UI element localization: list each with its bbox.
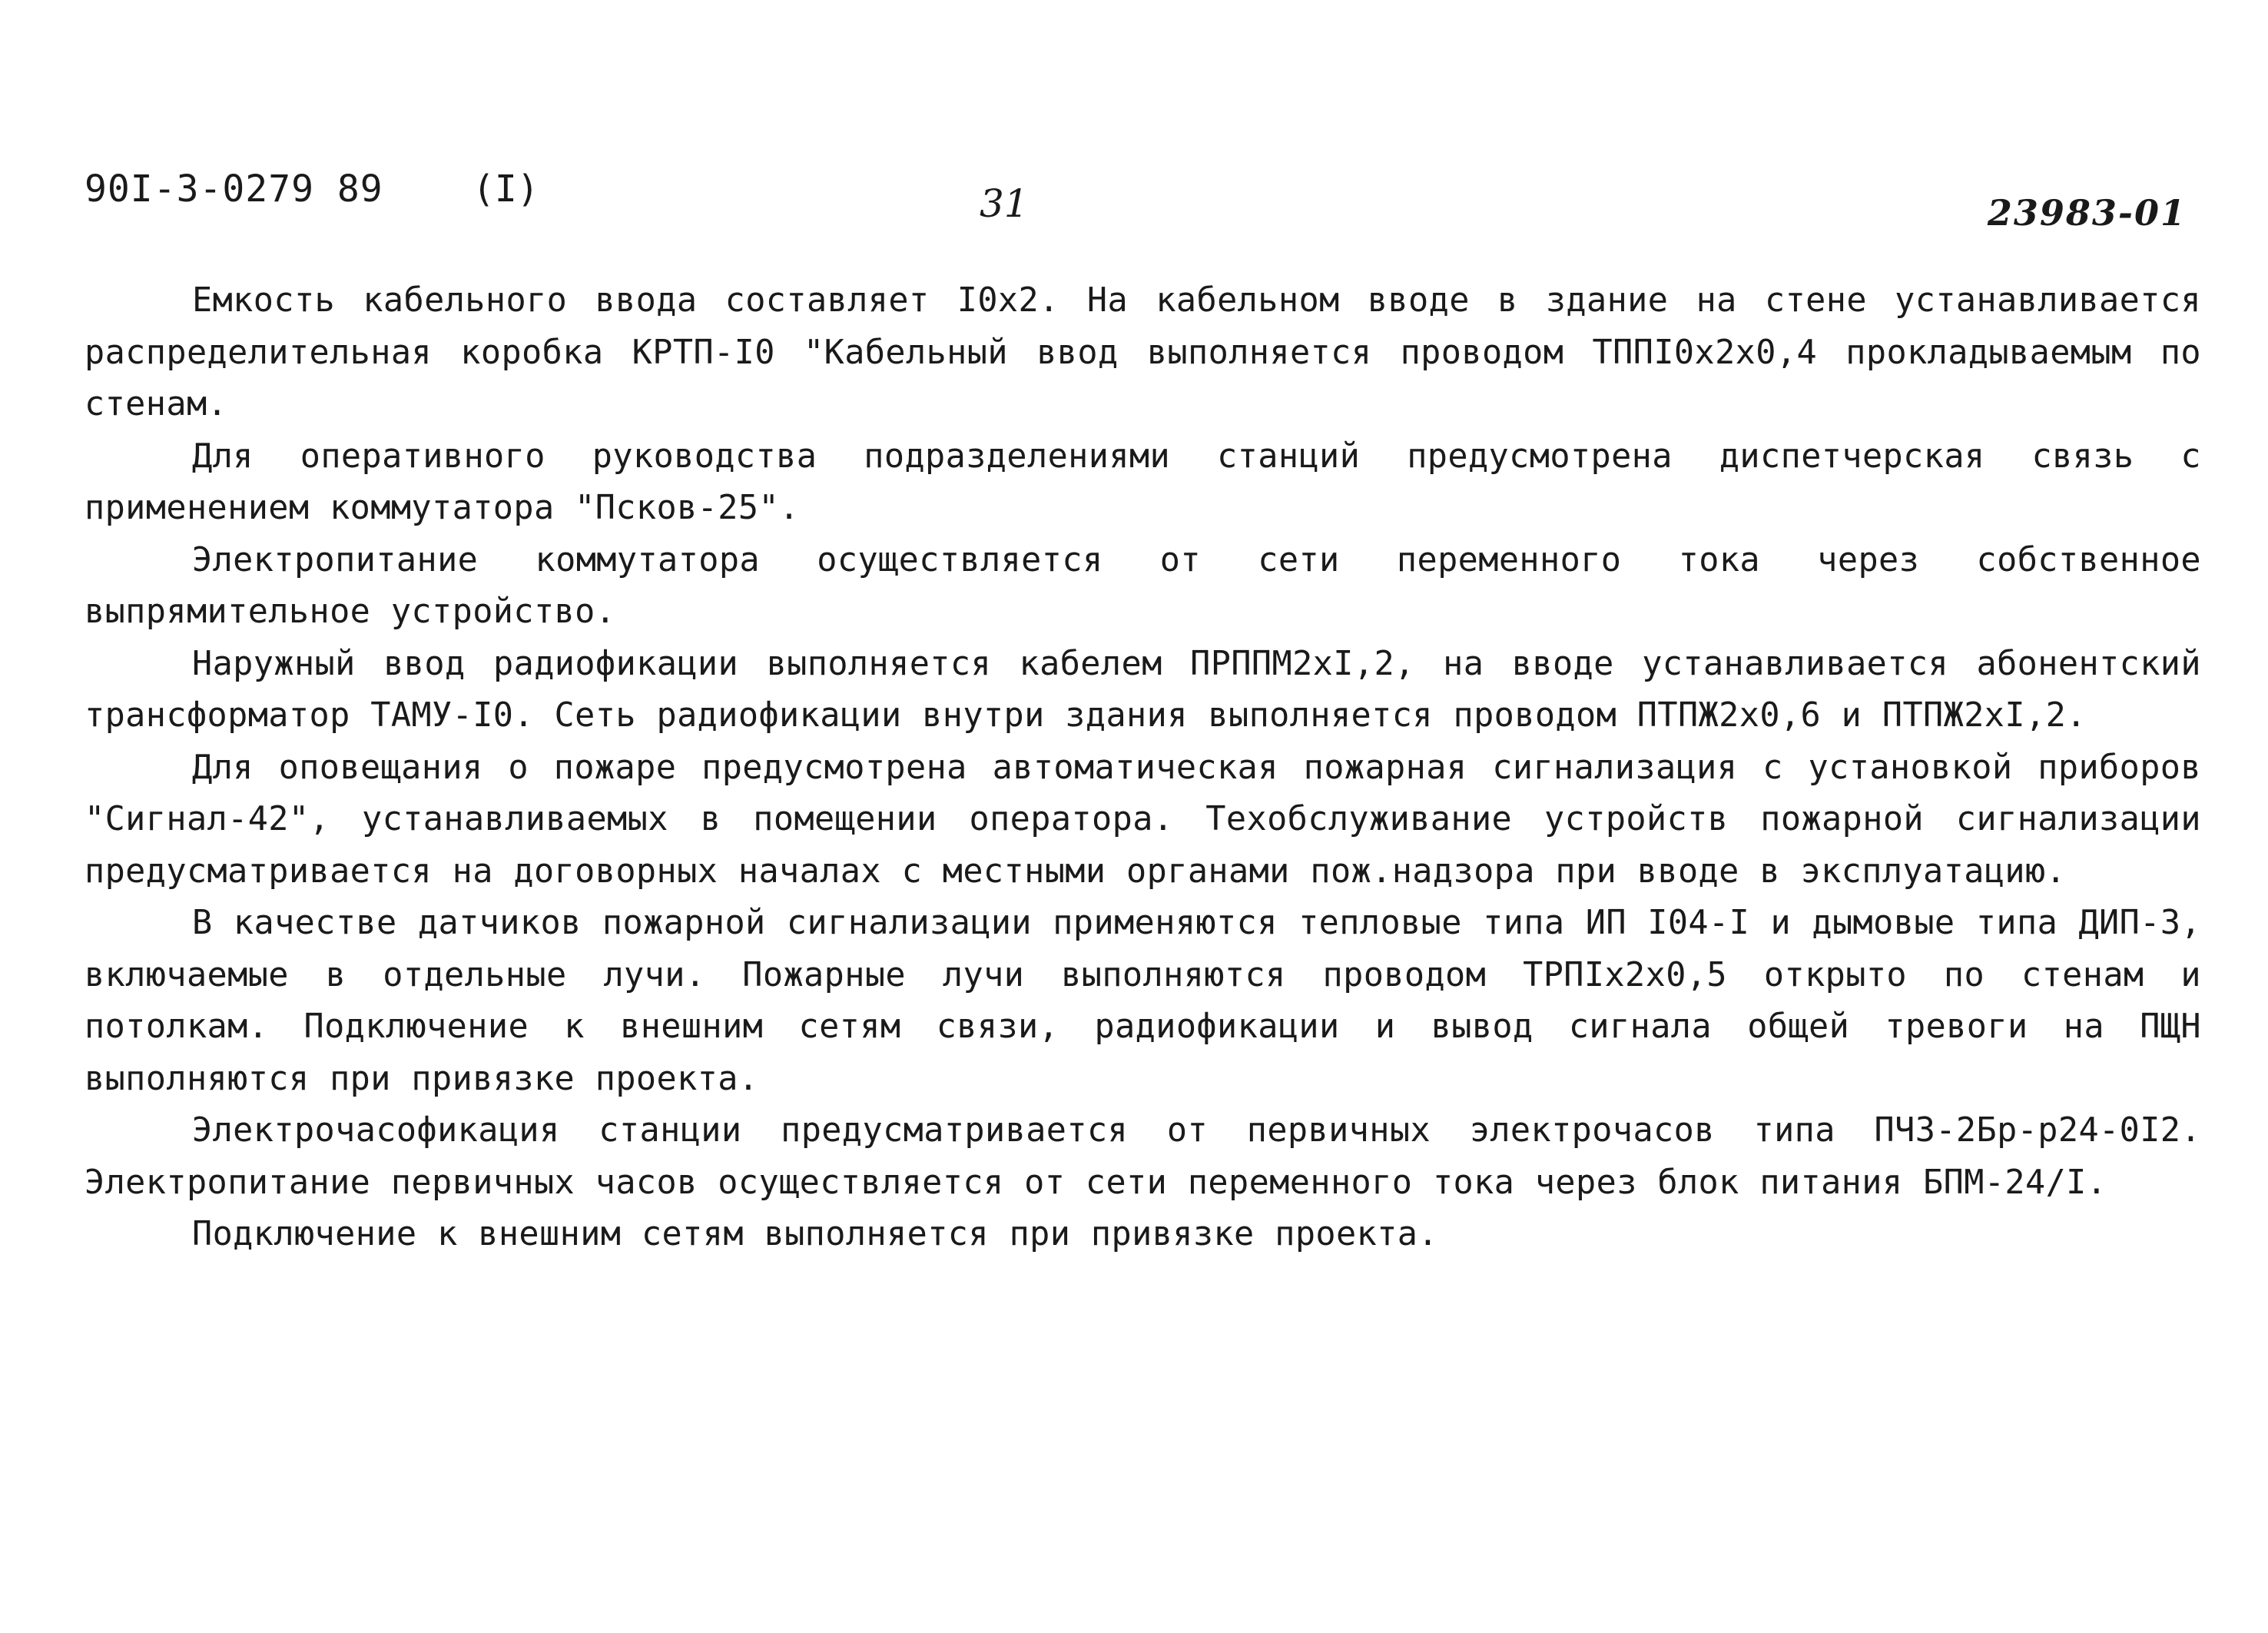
paragraph-electric-clocks: Электрочасофикация станции предусматривается от первичных электрочасов типа ПЧЗ-2Бр-р24-0I2. Электропитание первичных часов осуществляется от сети переменного тока через блок питания БПМ-24/I. [85, 1111, 2201, 1202]
paragraph-fire-alarm: Для оповещания о пожаре предусмотрена автоматическая пожарная сигнализация с установкой приборов "Сигнал-42", устанавливаемых в помещении оператора. Техобслуживание устройств пожарной сигнализации предусматривается на договорных началах с местными органами пож.надзора при вводе в эксплуатацию. [85, 748, 2201, 891]
inventory-number: 23983-01 [1987, 192, 2187, 234]
document-code: 90I-3-0279 89 [85, 168, 383, 211]
paragraph-cable-input: Емкость кабельного ввода составляет I0x2. На кабельном вводе в здание на стене устанавливается распределительная коробка КРТП-I0 "Кабельный ввод выполняется проводом ТППI0x2x0,4 прокладываемым по стенам. [85, 281, 2201, 423]
page-number: 31 [980, 181, 1029, 226]
paragraph-radiofication: Наружный ввод радиофикации выполняется кабелем ПРППМ2xI,2, на вводе устанавливается абонентский трансформатор ТАМУ-I0. Сеть радиофикации внутри здания выполняется проводом ПТПЖ2x0,6 и ПТПЖ2xI,2. [85, 644, 2201, 735]
body-text [85, 275, 2201, 1261]
paragraph-switchboard-power: Электропитание коммутатора осуществляется от сети переменного тока через собственное выпрямительное устройство. [85, 540, 2201, 631]
paragraph-external-networks: Подключение к внешним сетям выполняется при привязке проекта. [192, 1215, 1438, 1253]
sheet-part-label: (I) [472, 168, 539, 211]
paragraph-fire-detectors: В качестве датчиков пожарной сигнализации применяются тепловые типа ИП I04-I и дымовые типа ДИП-3, включаемые в отдельные лучи. Пожарные лучи выполняются проводом ТРПIx2x0,5 открыто по стенам и потолкам. Подключение к внешним сетям связи, радиофикации и вывод сигнала общей тревоги на ПЩН выполняются при привязке проекта. [85, 904, 2201, 1098]
page-header [85, 168, 2190, 234]
paragraph-dispatch-communication: Для оперативного руководства подразделениями станций предусмотрена диспетчерская связь с применением коммутатора "Псков-25". [85, 436, 2201, 527]
